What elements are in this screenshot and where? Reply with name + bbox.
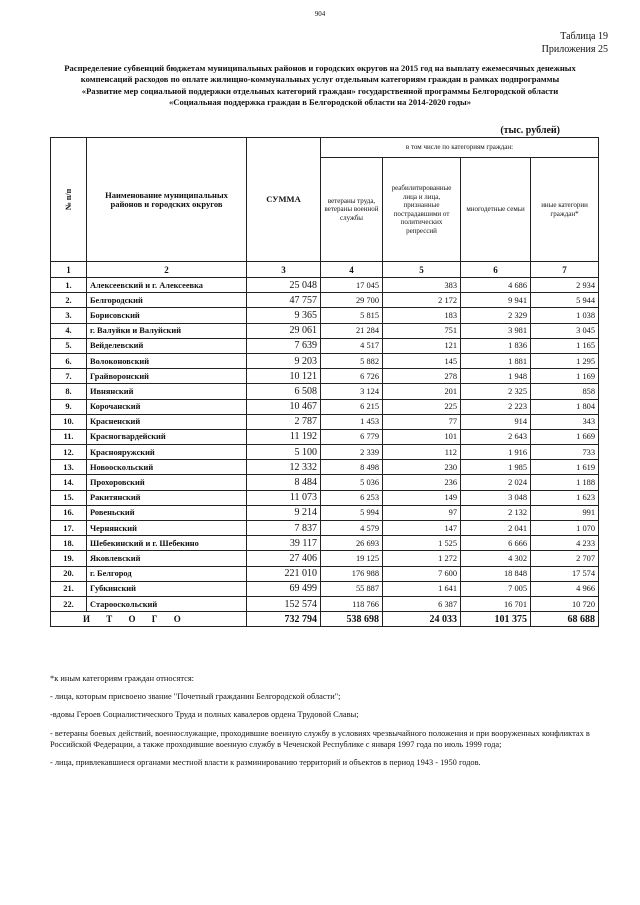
district-name-cell: г. Белгород	[87, 566, 247, 581]
table-row	[51, 338, 599, 353]
row-number-cell: 18.	[51, 536, 87, 551]
district-name-cell: Яковлевский	[87, 551, 247, 566]
row-number-cell: 9.	[51, 399, 87, 414]
sum-cell: 7 837	[247, 521, 321, 536]
row-number-cell: 4.	[51, 323, 87, 338]
sum-cell: 2 787	[247, 414, 321, 429]
large-families-cell: 2 643	[461, 429, 531, 444]
other-cell: 1 669	[531, 429, 599, 444]
row-number-cell: 22.	[51, 596, 87, 611]
row-number-cell: 12.	[51, 445, 87, 460]
district-name-cell: Чернянский	[87, 521, 247, 536]
table-row	[51, 308, 599, 323]
veterans-cell: 2 339	[321, 445, 383, 460]
rehab-cell: 6 387	[383, 596, 461, 611]
sum-cell: 11 192	[247, 429, 321, 444]
row-number-cell: 14.	[51, 475, 87, 490]
table-row	[51, 521, 599, 536]
table-row	[51, 399, 599, 414]
other-cell: 733	[531, 445, 599, 460]
sum-cell: 152 574	[247, 596, 321, 611]
rehab-cell: 112	[383, 445, 461, 460]
sum-cell: 9 203	[247, 353, 321, 368]
row-number-cell: 20.	[51, 566, 87, 581]
veterans-cell: 6 726	[321, 369, 383, 384]
other-cell: 2 934	[531, 278, 599, 293]
veterans-cell: 6 253	[321, 490, 383, 505]
rehab-cell: 201	[383, 384, 461, 399]
total-row	[51, 612, 599, 627]
district-name-cell: г. Валуйки и Валуйский	[87, 323, 247, 338]
footnotes	[50, 673, 598, 775]
total-rehab: 24 033	[383, 612, 461, 627]
rehab-cell: 751	[383, 323, 461, 338]
table-reference	[542, 30, 608, 56]
large-families-cell: 9 941	[461, 293, 531, 308]
row-number-cell: 10.	[51, 414, 87, 429]
table-row	[51, 278, 599, 293]
column-number-row	[51, 262, 599, 278]
district-name-cell: Новооскольский	[87, 460, 247, 475]
district-name-cell: Волоконовский	[87, 353, 247, 368]
other-cell: 1 188	[531, 475, 599, 490]
table-row	[51, 323, 599, 338]
large-families-cell: 2 132	[461, 505, 531, 520]
rehab-cell: 1 641	[383, 581, 461, 596]
other-cell: 4 233	[531, 536, 599, 551]
district-name-cell: Алексеевский и г. Алексеевка	[87, 278, 247, 293]
sum-cell: 9 214	[247, 505, 321, 520]
veterans-cell: 29 700	[321, 293, 383, 308]
rehab-cell: 225	[383, 399, 461, 414]
other-cell: 1 623	[531, 490, 599, 505]
sum-cell: 9 365	[247, 308, 321, 323]
table-row	[51, 445, 599, 460]
col-number: 2	[87, 262, 247, 278]
page-number: 904	[314, 10, 326, 18]
table-row	[51, 505, 599, 520]
district-name-cell: Вейделевский	[87, 338, 247, 353]
row-number-cell: 2.	[51, 293, 87, 308]
other-cell: 3 045	[531, 323, 599, 338]
rehab-cell: 2 172	[383, 293, 461, 308]
other-cell: 1 165	[531, 338, 599, 353]
table-row	[51, 460, 599, 475]
large-families-cell: 2 325	[461, 384, 531, 399]
other-cell: 5 944	[531, 293, 599, 308]
rehab-cell: 278	[383, 369, 461, 384]
sum-cell: 27 406	[247, 551, 321, 566]
row-number-cell: 5.	[51, 338, 87, 353]
row-number-cell: 1.	[51, 278, 87, 293]
veterans-cell: 3 124	[321, 384, 383, 399]
rehab-cell: 236	[383, 475, 461, 490]
rehab-cell: 77	[383, 414, 461, 429]
other-cell: 17 574	[531, 566, 599, 581]
sum-cell: 10 467	[247, 399, 321, 414]
large-families-cell: 16 701	[461, 596, 531, 611]
units-label: (тыс. рублей)	[500, 125, 560, 136]
district-name-cell: Борисовский	[87, 308, 247, 323]
footnote-item: -вдовы Героев Социалистического Труда и полных кавалеров ордена Трудовой Славы;	[50, 710, 359, 720]
rehab-cell: 97	[383, 505, 461, 520]
table-row	[51, 581, 599, 596]
large-families-cell: 1 836	[461, 338, 531, 353]
rehab-cell: 230	[383, 460, 461, 475]
sum-cell: 47 757	[247, 293, 321, 308]
sum-cell: 10 121	[247, 369, 321, 384]
district-name-cell: Грайворонский	[87, 369, 247, 384]
footnote-item: - ветераны боевых действий, военнослужащие, проходившие военную службу в условиях чрезвычайного положения и при вооруженных конфликтах в Российской Федерации, а также проходившие военную службу в Чеченской Республике с января 1997 года по июль 1999 года;	[50, 728, 590, 749]
sum-cell: 25 048	[247, 278, 321, 293]
total-other: 68 688	[531, 612, 599, 627]
sum-cell: 7 639	[247, 338, 321, 353]
rehab-cell: 147	[383, 521, 461, 536]
district-name-cell: Губкинский	[87, 581, 247, 596]
header-sum: СУММА	[247, 138, 321, 262]
total-large-families: 101 375	[461, 612, 531, 627]
header-veterans: ветераны труда, ветераны военной службы	[321, 158, 383, 262]
col-number: 5	[383, 262, 461, 278]
veterans-cell: 8 498	[321, 460, 383, 475]
table-row	[51, 490, 599, 505]
header-rehab: реабилитированные лица и лица, признанные пострадавшими от политических репрессий	[383, 158, 461, 262]
large-families-cell: 3 048	[461, 490, 531, 505]
veterans-cell: 118 766	[321, 596, 383, 611]
district-name-cell: Ракитянский	[87, 490, 247, 505]
other-cell: 1 169	[531, 369, 599, 384]
header-other: иные категории граждан*	[531, 158, 599, 262]
col-number: 6	[461, 262, 531, 278]
veterans-cell: 176 988	[321, 566, 383, 581]
sum-cell: 11 073	[247, 490, 321, 505]
document-title: Распределение субвенций бюджетам муниципальных районов и городских округов на 2015 год на выплату ежемесячных денежных компенсаций расходов по оплате жилищно-коммунальных услуг отдельным категориям граждан в рамках подпрограммы «Развитие мер социальной поддержки отдельных категорий граждан» государственной программы Белгородской области «Социальная поддержка граждан в Белгородской области на 2014-2020 годы»	[64, 63, 576, 107]
veterans-cell: 55 887	[321, 581, 383, 596]
table-row	[51, 293, 599, 308]
sum-cell: 29 061	[247, 323, 321, 338]
large-families-cell: 914	[461, 414, 531, 429]
veterans-cell: 5 815	[321, 308, 383, 323]
table-row	[51, 536, 599, 551]
other-cell: 1 619	[531, 460, 599, 475]
sum-cell: 12 332	[247, 460, 321, 475]
veterans-cell: 5 882	[321, 353, 383, 368]
veterans-cell: 17 045	[321, 278, 383, 293]
table-row	[51, 429, 599, 444]
veterans-cell: 26 693	[321, 536, 383, 551]
row-number-cell: 17.	[51, 521, 87, 536]
large-families-cell: 4 686	[461, 278, 531, 293]
rehab-cell: 1 272	[383, 551, 461, 566]
col-number: 7	[531, 262, 599, 278]
table-row	[51, 353, 599, 368]
district-name-cell: Корочанский	[87, 399, 247, 414]
total-label: И Т О Г О	[51, 612, 247, 627]
row-number-cell: 7.	[51, 369, 87, 384]
table-row	[51, 566, 599, 581]
header-num: № п/п	[51, 138, 87, 262]
sum-cell: 5 100	[247, 445, 321, 460]
veterans-cell: 6 779	[321, 429, 383, 444]
table-row	[51, 596, 599, 611]
veterans-cell: 4 579	[321, 521, 383, 536]
row-number-cell: 19.	[51, 551, 87, 566]
sum-cell: 39 117	[247, 536, 321, 551]
veterans-cell: 4 517	[321, 338, 383, 353]
header-large-families: многодетные семьи	[461, 158, 531, 262]
rehab-cell: 121	[383, 338, 461, 353]
district-name-cell: Старооскольский	[87, 596, 247, 611]
table-row	[51, 475, 599, 490]
row-number-cell: 11.	[51, 429, 87, 444]
district-name-cell: Прохоровский	[87, 475, 247, 490]
district-name-cell: Красногвардейский	[87, 429, 247, 444]
rehab-cell: 383	[383, 278, 461, 293]
table-row	[51, 414, 599, 429]
subvention-table	[50, 137, 599, 627]
large-families-cell: 3 981	[461, 323, 531, 338]
table-row	[51, 384, 599, 399]
veterans-cell: 21 284	[321, 323, 383, 338]
other-cell: 1 038	[531, 308, 599, 323]
large-families-cell: 1 881	[461, 353, 531, 368]
row-number-cell: 3.	[51, 308, 87, 323]
other-cell: 343	[531, 414, 599, 429]
rehab-cell: 7 600	[383, 566, 461, 581]
large-families-cell: 1 916	[461, 445, 531, 460]
col-number: 3	[247, 262, 321, 278]
header-name: Наименование муниципальных районов и городских округов	[87, 138, 247, 262]
large-families-cell: 1 985	[461, 460, 531, 475]
header-group: в том числе по категориям граждан:	[321, 138, 599, 158]
veterans-cell: 5 036	[321, 475, 383, 490]
footnote-item: - лица, которым присвоено звание "Почетный гражданин Белгородской области";	[50, 692, 341, 702]
other-cell: 991	[531, 505, 599, 520]
veterans-cell: 6 215	[321, 399, 383, 414]
other-cell: 4 966	[531, 581, 599, 596]
district-name-cell: Красненский	[87, 414, 247, 429]
sum-cell: 6 508	[247, 384, 321, 399]
row-number-cell: 16.	[51, 505, 87, 520]
rehab-cell: 1 525	[383, 536, 461, 551]
veterans-cell: 19 125	[321, 551, 383, 566]
district-name-cell: Краснояружский	[87, 445, 247, 460]
row-number-cell: 15.	[51, 490, 87, 505]
other-cell: 1 804	[531, 399, 599, 414]
row-number-cell: 8.	[51, 384, 87, 399]
large-families-cell: 7 005	[461, 581, 531, 596]
district-name-cell: Ровеньский	[87, 505, 247, 520]
large-families-cell: 4 302	[461, 551, 531, 566]
sum-cell: 69 499	[247, 581, 321, 596]
rehab-cell: 145	[383, 353, 461, 368]
large-families-cell: 1 948	[461, 369, 531, 384]
sum-cell: 8 484	[247, 475, 321, 490]
large-families-cell: 6 666	[461, 536, 531, 551]
veterans-cell: 5 994	[321, 505, 383, 520]
large-families-cell: 2 041	[461, 521, 531, 536]
rehab-cell: 149	[383, 490, 461, 505]
total-sum: 732 794	[247, 612, 321, 627]
district-name-cell: Ивнянский	[87, 384, 247, 399]
district-name-cell: Шебекинский и г. Шебекино	[87, 536, 247, 551]
col-number: 4	[321, 262, 383, 278]
other-cell: 2 707	[531, 551, 599, 566]
large-families-cell: 18 848	[461, 566, 531, 581]
footnote-item: - лица, привлекавшиеся органами местной власти к разминированию территорий и объектов в период 1943 - 1950 годов.	[50, 758, 481, 768]
other-cell: 10 720	[531, 596, 599, 611]
row-number-cell: 13.	[51, 460, 87, 475]
other-cell: 1 070	[531, 521, 599, 536]
total-veterans: 538 698	[321, 612, 383, 627]
sum-cell: 221 010	[247, 566, 321, 581]
other-cell: 1 295	[531, 353, 599, 368]
appendix-label: Приложения 25	[541, 44, 608, 55]
footnote-intro: *к иным категориям граждан относятся:	[50, 674, 195, 683]
large-families-cell: 2 329	[461, 308, 531, 323]
large-families-cell: 2 223	[461, 399, 531, 414]
table-row	[51, 551, 599, 566]
table-label: Таблица 19	[560, 31, 608, 42]
table-row	[51, 369, 599, 384]
veterans-cell: 1 453	[321, 414, 383, 429]
row-number-cell: 6.	[51, 353, 87, 368]
col-number: 1	[51, 262, 87, 278]
rehab-cell: 183	[383, 308, 461, 323]
district-name-cell: Белгородский	[87, 293, 247, 308]
row-number-cell: 21.	[51, 581, 87, 596]
large-families-cell: 2 024	[461, 475, 531, 490]
rehab-cell: 101	[383, 429, 461, 444]
other-cell: 858	[531, 384, 599, 399]
